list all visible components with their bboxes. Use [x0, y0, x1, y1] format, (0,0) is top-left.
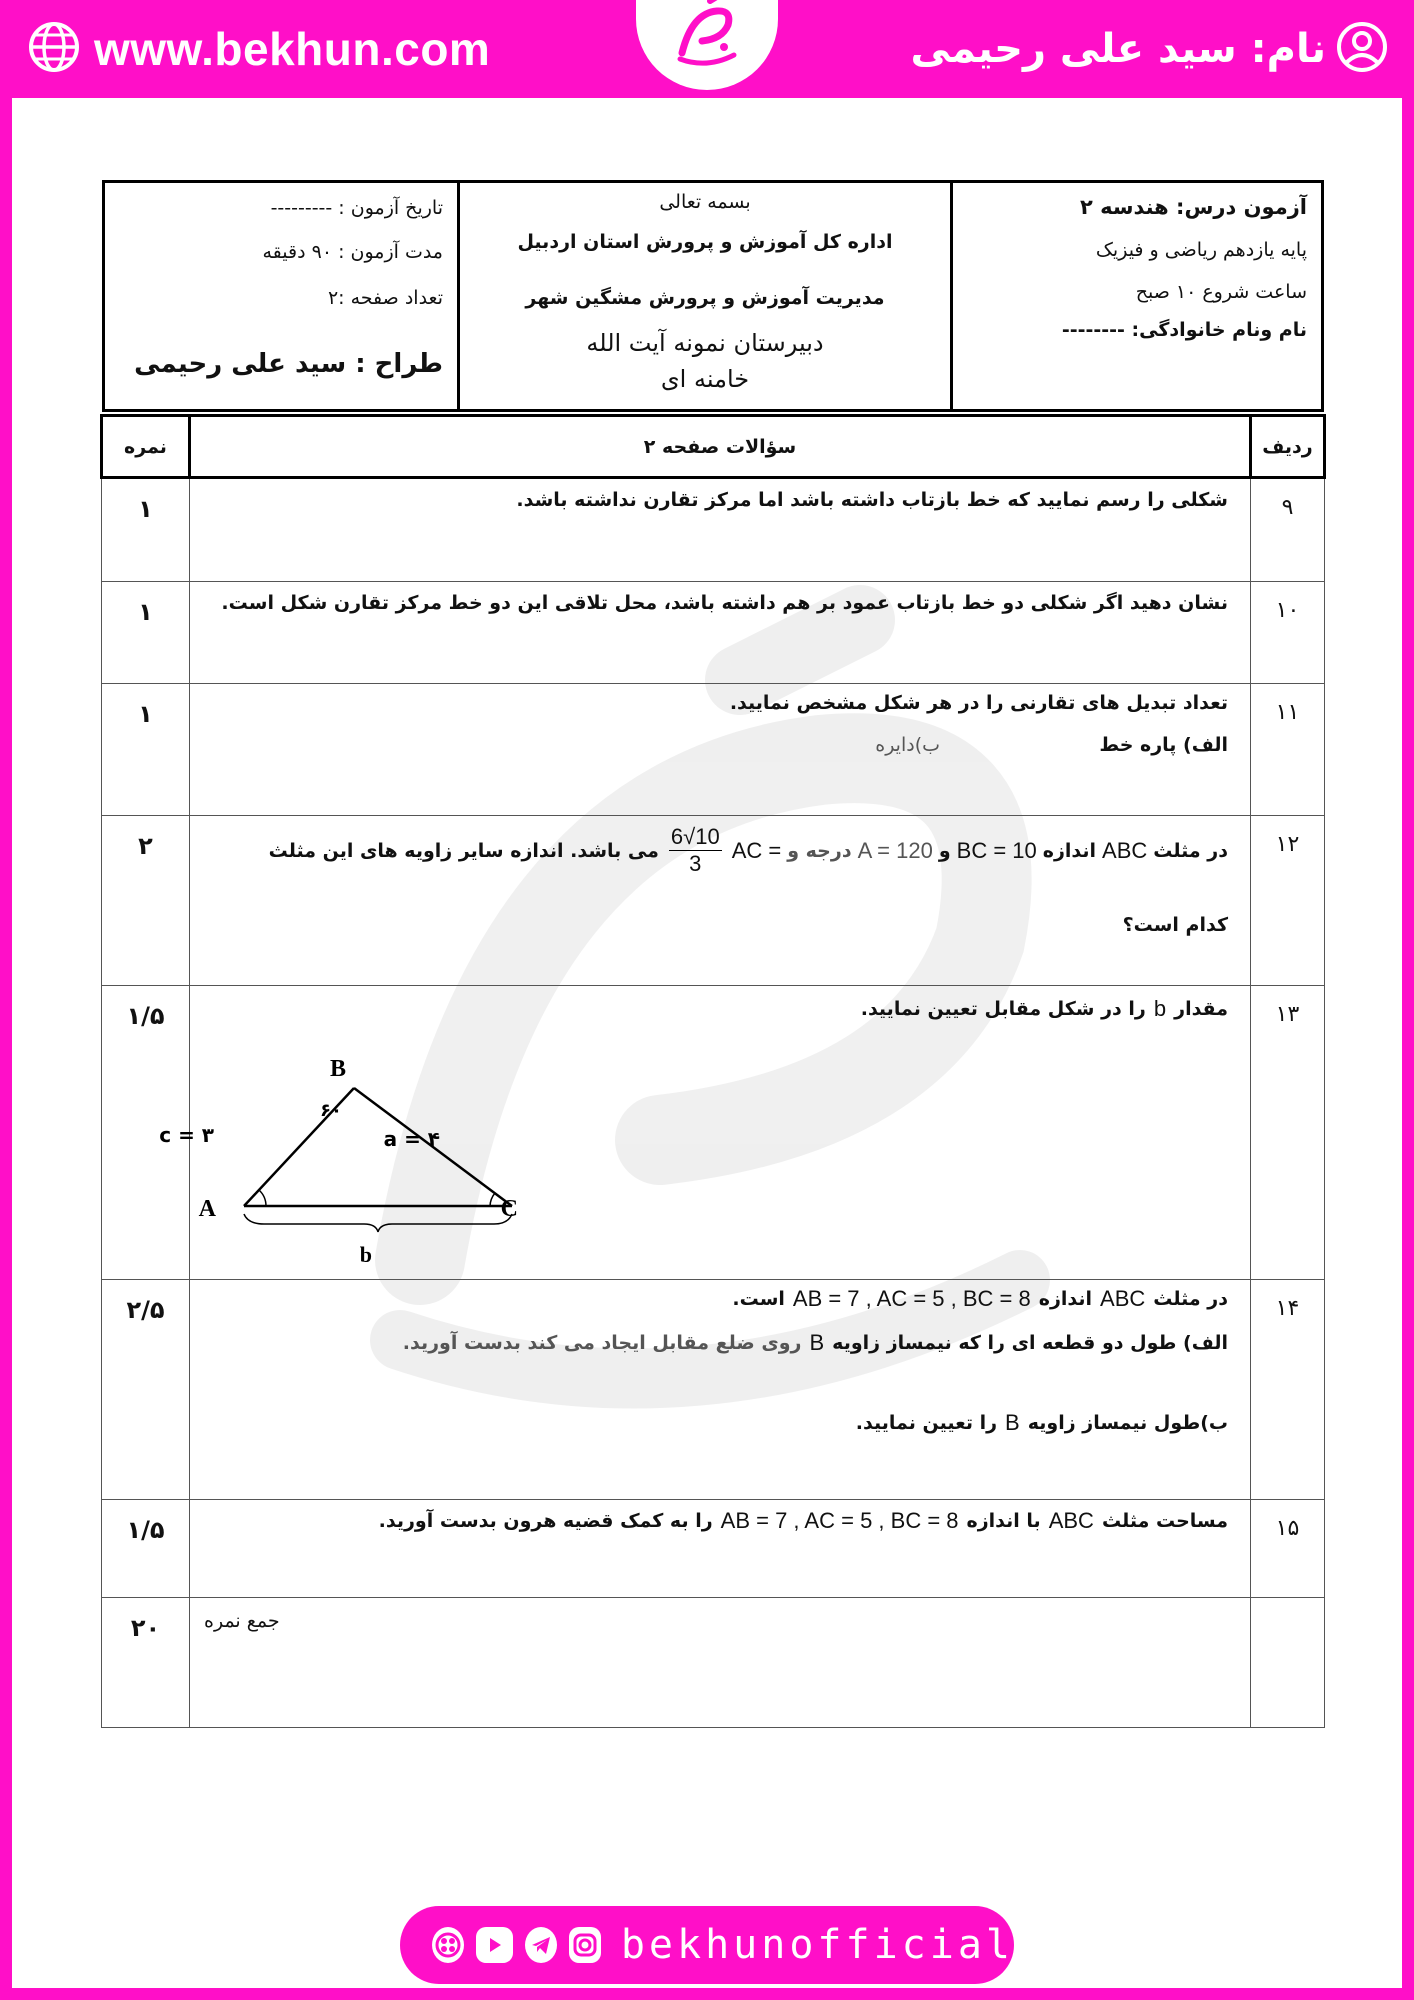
text-segment: را تعیین نمایید.: [855, 1412, 998, 1434]
brace-b: [244, 1214, 512, 1232]
question-cell: [190, 1280, 1251, 1500]
table-row: [102, 1280, 1325, 1500]
exam-info-box: [102, 180, 1324, 412]
math-segment: ABC: [1100, 1286, 1146, 1311]
text-segment: می باشد. اندازه سایر زاویه های این مثلث: [268, 839, 659, 862]
score-value: ۲: [138, 832, 153, 860]
header-row-number: ردیف: [1251, 416, 1325, 478]
score-value: ۱/۵: [126, 1516, 165, 1544]
question-cell: [190, 1500, 1251, 1598]
text-segment: با اندازه: [966, 1510, 1041, 1532]
department-city: مدیریت آموزش و پرورش مشگین شهر: [525, 287, 885, 309]
question-cell: [190, 816, 1251, 986]
website-link[interactable]: [28, 14, 490, 84]
vertex-a-label: A: [198, 1196, 216, 1222]
math-segment: A = 120: [857, 837, 933, 863]
school-name-line2: خامنه ای: [660, 365, 750, 393]
question-cell: [190, 1598, 1251, 1728]
question-text-line3: [856, 1410, 1228, 1436]
math-segment: BC = 10: [956, 837, 1037, 863]
text-segment: را در شکل مقابل تعیین نمایید.: [860, 998, 1146, 1020]
start-time: ساعت شروع ۱۰ صبح: [1135, 281, 1307, 303]
table-row: [102, 816, 1325, 986]
math-segment: AC =: [731, 837, 782, 863]
info-right-cell: [953, 183, 1321, 409]
text-segment: را به کمک قضیه هرون بدست آورید.: [378, 1510, 713, 1532]
part-b-label: ب)دایره: [875, 734, 940, 756]
question-cell: [190, 582, 1251, 684]
angle-b-value: ۶۰: [320, 1100, 342, 1121]
question-text-line2: [403, 1330, 1228, 1356]
question-number: ۱۳: [1275, 1002, 1300, 1027]
table-row: [102, 582, 1325, 684]
score-cell: [102, 1280, 190, 1500]
number-cell: [1251, 1500, 1325, 1598]
total-score: ۲۰: [130, 1614, 161, 1642]
number-cell: [1251, 478, 1325, 582]
angle-a-arc: [259, 1190, 266, 1206]
math-segment: AB = 7 , AC = 5 , BC = 8: [792, 1286, 1031, 1311]
score-value: ۱: [138, 598, 153, 626]
vertex-c-label: C: [500, 1196, 518, 1222]
math-segment: B: [809, 1330, 825, 1355]
question-number: ۱۵: [1275, 1516, 1300, 1541]
page-header: [0, 0, 1414, 98]
math-segment: ABC: [1102, 837, 1148, 863]
exam-duration: مدت آزمون : ۹۰ دقیقه: [262, 241, 443, 263]
question-text: شکلی را رسم نمایید که خط بازتاب داشته باشد اما مرکز تقارن نداشته باشد.: [516, 489, 1228, 511]
text-segment: و: [938, 839, 951, 862]
student-name: نام: سید علی رحیمی: [910, 26, 1326, 72]
question-text: تعداد تبدیل های تقارنی را در هر شکل مشخص نمایید.: [729, 692, 1228, 714]
student-name-field: نام ونام خانوادگی: --------: [1061, 319, 1307, 341]
question-cell: [190, 478, 1251, 582]
question-number: ۱۲: [1275, 832, 1300, 857]
text-segment: درجه و: [787, 839, 852, 862]
fraction-denominator: 3: [689, 851, 702, 876]
website-url: www.bekhun.com: [94, 23, 491, 75]
table-row: [102, 684, 1325, 816]
text-segment: در مثلث: [1153, 839, 1228, 862]
page-count: تعداد صفحه :۲: [327, 287, 443, 309]
table-header-row: [102, 416, 1325, 478]
math-segment: AB = 7 , AC = 5 , BC = 8: [720, 1508, 959, 1533]
score-value: ۱: [138, 495, 153, 523]
info-middle-cell: [460, 183, 953, 409]
table-row: [102, 1500, 1325, 1598]
exam-date: تاریخ آزمون : ---------: [270, 197, 443, 219]
total-label: جمع نمره: [204, 1610, 280, 1632]
score-cell: [102, 478, 190, 582]
text-segment: مساحت مثلث: [1101, 1510, 1228, 1532]
number-cell: [1251, 816, 1325, 986]
text-segment: ب)طول نیمساز زاویه: [1027, 1412, 1228, 1434]
table-row: [102, 986, 1325, 1280]
math-segment: b: [1153, 996, 1167, 1021]
text-segment: در مثلث: [1153, 1288, 1228, 1310]
score-value: ۱: [138, 700, 153, 728]
score-cell: [102, 1500, 190, 1598]
globe-icon: [28, 21, 80, 77]
designer-name: طراح : سید علی رحیمی: [134, 349, 443, 379]
triangle-figure: [159, 1036, 518, 1272]
question-text: نشان دهید اگر شکلی دو خط بازتاب عمود بر هم داشته باشد، محل تلاقی این دو خط مرکز تقارن شکل است.: [221, 592, 1228, 614]
text-segment: اندازه: [1038, 1288, 1093, 1310]
text-segment: است.: [732, 1288, 785, 1310]
school-name-line1: دبیرستان نمونه آیت الله: [586, 329, 824, 357]
frame-bottom: [0, 1988, 1414, 2000]
side-a-label: a = ۴: [383, 1127, 440, 1151]
text-segment: روی ضلع مقابل ایجاد می کند بدست آورید.: [402, 1332, 802, 1354]
score-cell: [102, 1598, 190, 1728]
question-number: ۱۴: [1275, 1296, 1300, 1321]
number-cell: [1251, 1598, 1325, 1728]
question-number: ۹: [1281, 495, 1294, 520]
angle-c-arc: [490, 1193, 495, 1206]
score-value: ۲/۵: [126, 1296, 165, 1324]
questions-table: [100, 414, 1326, 1728]
telegram-icon[interactable]: [525, 1927, 557, 1963]
info-left-cell: [105, 183, 460, 409]
frame-right: [1402, 0, 1414, 2000]
aparat-icon[interactable]: [432, 1927, 464, 1963]
side-b-label: b: [359, 1242, 372, 1267]
score-cell: [102, 684, 190, 816]
part-a-label: الف) پاره خط: [1099, 734, 1228, 756]
instagram-icon[interactable]: [569, 1927, 601, 1963]
frame-left: [0, 0, 12, 2000]
question-text: [861, 996, 1228, 1022]
math-segment: ABC: [1048, 1508, 1094, 1533]
question-text: [379, 1508, 1228, 1534]
total-row: [102, 1598, 1325, 1728]
basmala: بسمه تعالی: [659, 191, 751, 213]
table-row: [102, 478, 1325, 582]
header-score: نمره: [102, 416, 190, 478]
side-c-label: c = ۳: [159, 1123, 214, 1147]
social-footer: [400, 1906, 1014, 1984]
number-cell: [1251, 684, 1325, 816]
user-icon: [1336, 21, 1388, 77]
department-province: اداره کل آموزش و پرورش استان اردبیل: [517, 231, 893, 253]
vertex-b-label: B: [329, 1056, 346, 1082]
question-text-line1: [269, 824, 1228, 877]
number-cell: [1251, 986, 1325, 1280]
score-cell: [102, 816, 190, 986]
header-questions: سؤالات صفحه ۲: [190, 416, 1251, 478]
score-cell: [102, 582, 190, 684]
course-title: آزمون درس: هندسه ۲: [1079, 195, 1307, 219]
math-segment: B: [1005, 1410, 1020, 1435]
youtube-icon[interactable]: [476, 1927, 513, 1963]
question-cell: [159, 986, 1251, 1280]
number-cell: [1251, 582, 1325, 684]
text-segment: مقدار: [1174, 998, 1228, 1020]
text-segment: الف) طول دو قطعه ای را که نیمساز زاویه: [832, 1332, 1228, 1354]
grade-level: پایه یازدهم ریاضی و فیزیک: [1095, 239, 1307, 261]
score-value: ۱/۵: [126, 1002, 165, 1030]
social-handle[interactable]: bekhunofficial: [620, 1922, 1014, 1968]
question-number: ۱۱: [1275, 700, 1300, 725]
number-cell: [1251, 1280, 1325, 1500]
bekhun-logo: [636, 0, 778, 90]
fraction: [669, 824, 722, 877]
fraction-numerator: 10√6: [670, 824, 720, 849]
question-number: ۱۰: [1275, 598, 1300, 623]
question-cell: [190, 684, 1251, 816]
question-text-line2: کدام است؟: [1122, 914, 1228, 936]
text-segment: اندازه: [1042, 839, 1097, 862]
student-name-header: [911, 14, 1389, 84]
question-text-line1: [732, 1286, 1228, 1312]
